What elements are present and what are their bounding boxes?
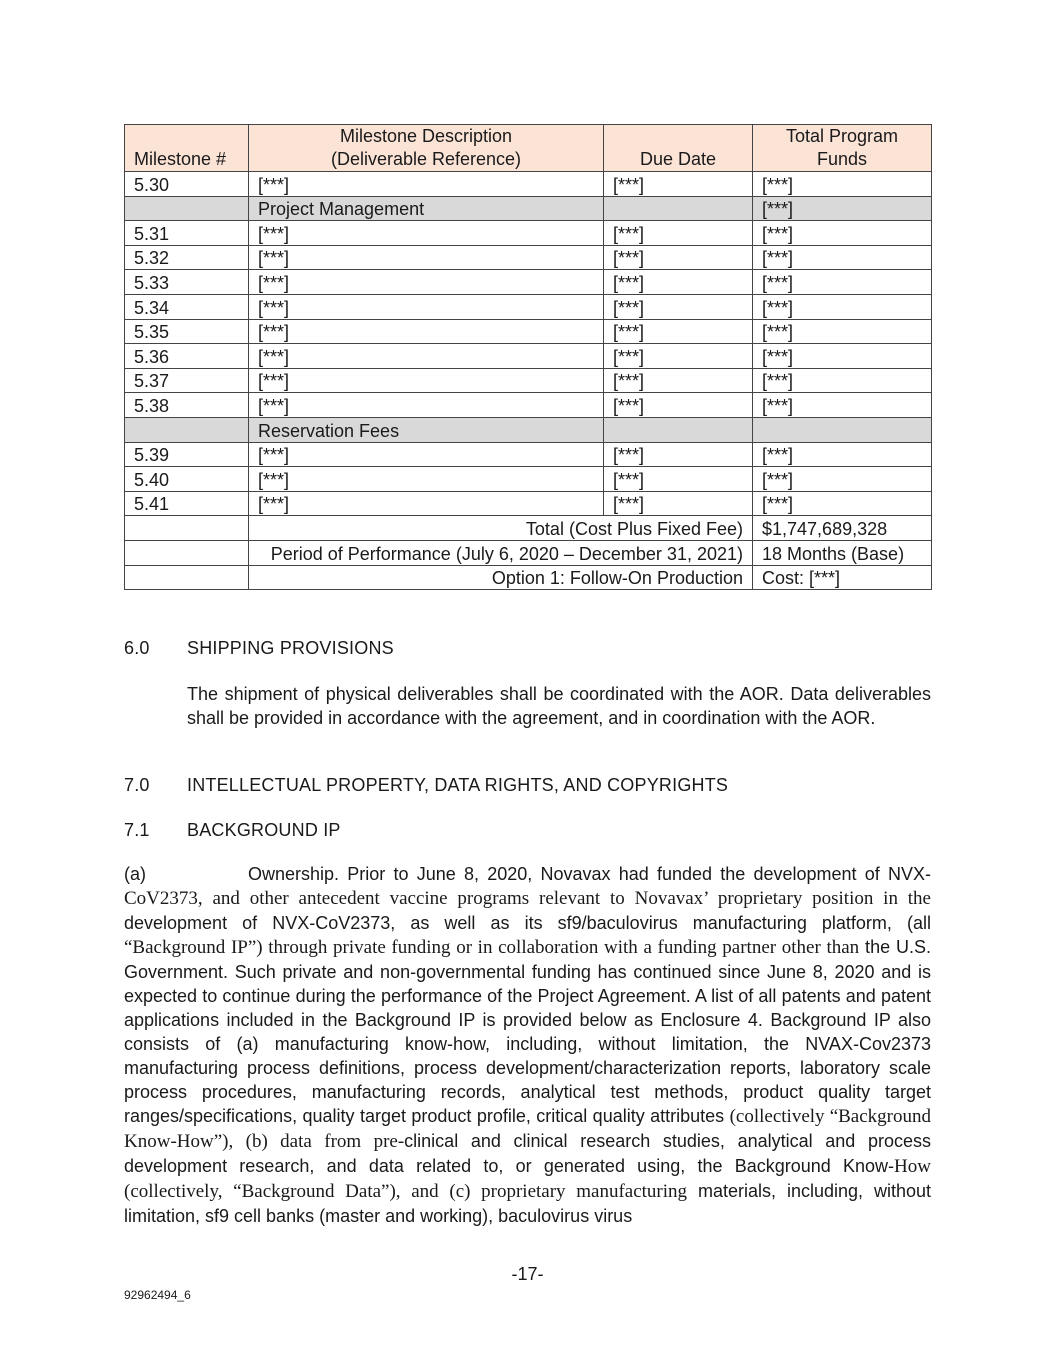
total-funds-cell: [***] — [753, 319, 932, 344]
milestone-description-cell: [***] — [249, 245, 604, 270]
due-date-cell — [604, 417, 753, 442]
milestone-number-cell — [125, 417, 249, 442]
milestone-description-cell: [***] — [249, 344, 604, 369]
due-date-cell: [***] — [604, 491, 753, 516]
total-funds-cell: [***] — [753, 368, 932, 393]
due-date-cell: [***] — [604, 393, 753, 418]
milestone-description-cell: Reservation Fees — [249, 417, 604, 442]
total-funds-cell: [***] — [753, 172, 932, 197]
due-date-cell: [***] — [604, 319, 753, 344]
milestone-description-cell: [***] — [249, 319, 604, 344]
table-row — [125, 319, 932, 344]
table-section-row — [125, 417, 932, 442]
option-empty-cell — [125, 565, 249, 590]
total-funds-cell: [***] — [753, 393, 932, 418]
paragraph-a-label: (a) — [124, 864, 146, 884]
table-row — [125, 172, 932, 197]
option-value: Cost: [***] — [753, 565, 932, 590]
option-row — [125, 565, 932, 590]
table-row — [125, 467, 932, 492]
milestone-number-cell: 5.35 — [125, 319, 249, 344]
total-funds-cell: [***] — [753, 294, 932, 319]
due-date-cell: [***] — [604, 172, 753, 197]
due-date-cell: [***] — [604, 294, 753, 319]
milestone-number-cell: 5.34 — [125, 294, 249, 319]
section-7-title: INTELLECTUAL PROPERTY, DATA RIGHTS, AND COPYRIGHTS — [187, 775, 729, 795]
milestone-number-cell: 5.31 — [125, 221, 249, 246]
paragraph-a-text-1: development of NVX-CoV2373, as well as its sf9/baculovirus manufacturing platform, (all — [124, 913, 931, 933]
section-7-1-heading — [124, 820, 341, 841]
due-date-cell: [***] — [604, 442, 753, 467]
section-6-body: The shipment of physical deliverables shall be coordinated with the AOR. Data deliverables shall be provided in accordance with the agreement, and in coordination with the AOR. — [187, 684, 931, 728]
total-funds-cell: [***] — [753, 442, 932, 467]
milestone-description-cell: [***] — [249, 172, 604, 197]
milestone-number-cell: 5.32 — [125, 245, 249, 270]
table-row — [125, 344, 932, 369]
total-empty-cell — [125, 516, 249, 541]
header-due-date: Due Date — [604, 125, 753, 172]
total-funds-cell — [753, 417, 932, 442]
milestone-description-cell: Project Management — [249, 196, 604, 221]
milestone-number-cell: 5.33 — [125, 270, 249, 295]
document-id: 92962494_6 — [124, 1288, 191, 1302]
milestone-description-cell: [***] — [249, 393, 604, 418]
table-row — [125, 442, 932, 467]
due-date-cell: [***] — [604, 245, 753, 270]
header-total-funds: Total Program Funds — [753, 125, 932, 172]
period-row — [125, 540, 932, 565]
paragraph-a-text-2: the U.S. Government. Such private and non-governmental funding has continued since June 8, 2020 and is expected to continue during the performance of the Project Agreement. A list of all patents and patent applications included in the Background IP is provided below as Enclosure 4. Background IP also consists of (a) manufacturing know-how, including, without limitation, the NVAX-Cov2373 manufacturing process definitions, process development/characterization reports, laboratory scale process procedures, manufacturing records, analytical test methods, product quality target ranges/specifications, quality target product profile, critical quality attributes — [124, 937, 931, 1126]
period-label: Period of Performance (July 6, 2020 – December 31, 2021) — [249, 540, 753, 565]
paragraph-a-text-4: materials, including, without limitation, sf9 cell banks (master and working), baculovirus virus — [124, 1181, 931, 1226]
period-value: 18 Months (Base) — [753, 540, 932, 565]
milestone-number-cell: 5.41 — [125, 491, 249, 516]
total-label: Total (Cost Plus Fixed Fee) — [249, 516, 753, 541]
due-date-cell: [***] — [604, 221, 753, 246]
total-funds-cell: [***] — [753, 196, 932, 221]
total-funds-cell: [***] — [753, 221, 932, 246]
paragraph-a-serif-1: CoV2373, and other antecedent vaccine programs relevant to Novavax’ proprietary position in the — [124, 888, 931, 909]
due-date-cell: [***] — [604, 270, 753, 295]
section-7-number: 7.0 — [124, 775, 150, 795]
paragraph-a — [124, 862, 931, 1228]
table-section-row — [125, 196, 932, 221]
section-7-1-title: BACKGROUND IP — [187, 820, 341, 840]
milestone-number-cell: 5.37 — [125, 368, 249, 393]
total-funds-cell: [***] — [753, 491, 932, 516]
milestone-description-cell: [***] — [249, 221, 604, 246]
paragraph-a-serif-4: How (collectively, “Background Data”), and (c) proprietary manufacturing — [124, 1156, 931, 1202]
section-6-title: SHIPPING PROVISIONS — [187, 638, 394, 658]
total-value: $1,747,689,328 — [753, 516, 932, 541]
milestone-description-cell: [***] — [249, 442, 604, 467]
section-6-heading — [124, 638, 394, 659]
milestone-description-cell: [***] — [249, 491, 604, 516]
total-funds-cell: [***] — [753, 270, 932, 295]
page-number: -17- — [511, 1264, 544, 1284]
milestone-number-cell: 5.39 — [125, 442, 249, 467]
paragraph-a-lead: Ownership. Prior to June 8, 2020, Novavax had funded the development of NVX- — [248, 864, 931, 884]
due-date-cell — [604, 196, 753, 221]
milestone-description-cell: [***] — [249, 294, 604, 319]
milestone-table-container — [124, 124, 931, 590]
total-funds-cell: [***] — [753, 344, 932, 369]
table-row — [125, 270, 932, 295]
table-header-row — [125, 125, 932, 172]
table-row — [125, 245, 932, 270]
paragraph-a-text-3: clinical and clinical research studies, analytical and process development research, and data related to, or generated using, the Background Know- — [124, 1131, 931, 1176]
total-row — [125, 516, 932, 541]
table-body — [125, 172, 932, 516]
header-milestone: Milestone # — [125, 125, 249, 172]
table-row — [125, 221, 932, 246]
option-label: Option 1: Follow-On Production — [249, 565, 753, 590]
milestone-number-cell — [125, 196, 249, 221]
milestone-description-cell: [***] — [249, 467, 604, 492]
paragraph-a-serif-3: (collectively “Background Know-How”), (b) data from pre- — [124, 1106, 931, 1152]
table-row — [125, 393, 932, 418]
milestone-description-cell: [***] — [249, 368, 604, 393]
section-7-1-number: 7.1 — [124, 820, 150, 840]
due-date-cell: [***] — [604, 344, 753, 369]
table-row — [125, 294, 932, 319]
milestone-number-cell: 5.36 — [125, 344, 249, 369]
milestone-description-cell: [***] — [249, 270, 604, 295]
section-6-number: 6.0 — [124, 638, 150, 658]
section-7-heading — [124, 775, 728, 796]
table-row — [125, 368, 932, 393]
due-date-cell: [***] — [604, 467, 753, 492]
due-date-cell: [***] — [604, 368, 753, 393]
header-description: Milestone Description (Deliverable Reference) — [249, 125, 604, 172]
milestone-table — [124, 124, 932, 590]
total-funds-cell: [***] — [753, 245, 932, 270]
milestone-number-cell: 5.30 — [125, 172, 249, 197]
period-empty-cell — [125, 540, 249, 565]
paragraph-a-serif-2: “Background IP”) through private funding or in collaboration with a funding partner other than — [124, 937, 860, 958]
total-funds-cell: [***] — [753, 467, 932, 492]
milestone-number-cell: 5.40 — [125, 467, 249, 492]
milestone-number-cell: 5.38 — [125, 393, 249, 418]
table-row — [125, 491, 932, 516]
